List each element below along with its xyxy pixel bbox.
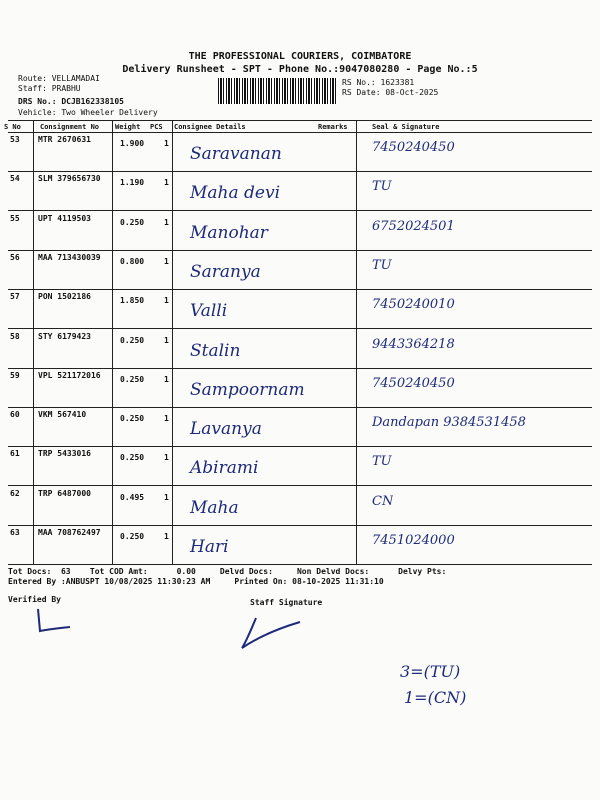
row-pcs: 1 xyxy=(164,296,169,305)
runsheet-title: THE PROFESSIONAL COURIERS, COIMBATORE xyxy=(188,51,412,62)
row-pcs: 1 xyxy=(164,257,169,266)
row-weight: 0.250 xyxy=(120,336,145,345)
row-sno: 53 xyxy=(10,135,20,144)
row-sno: 60 xyxy=(10,410,20,419)
row-weight: 0.250 xyxy=(120,414,145,423)
row-pcs: 1 xyxy=(164,493,169,502)
row-divider xyxy=(8,328,592,329)
row-pcs: 1 xyxy=(164,453,169,462)
row-seal: CN xyxy=(372,494,394,509)
row-divider xyxy=(8,289,592,290)
col-seal: Seal & Signature xyxy=(372,123,440,131)
footer-entered: Entered By :ANBUSPT 10/08/2025 11:30:23 AM Printed On: 08-10-2025 11:31:10 xyxy=(8,577,384,586)
row-sno: 63 xyxy=(10,528,20,537)
row-seal: 9443364218 xyxy=(372,337,455,352)
row-seal: 7450240450 xyxy=(372,376,455,391)
row-seal: TU xyxy=(372,454,392,469)
col-consignee: Consignee Details xyxy=(174,123,246,131)
row-seal: Dandapan 9384531458 xyxy=(372,415,526,430)
rs-date: RS Date: 08-Oct-2025 xyxy=(342,88,439,97)
row-weight: 0.250 xyxy=(120,218,145,227)
col-sno: S No xyxy=(4,123,21,131)
row-consignment: UPT 4119503 xyxy=(38,214,91,223)
row-divider xyxy=(8,446,592,447)
row-sno: 56 xyxy=(10,253,20,262)
footer-totals: Tot Docs: 63 Tot COD Amt: 0.00 Delvd Docs: Non Delvd Docs: Delvy Pts: xyxy=(8,567,447,576)
row-consignment: VKM 567410 xyxy=(38,410,87,419)
row-pcs: 1 xyxy=(164,139,169,148)
row-consignment: MAA 713430039 xyxy=(38,253,101,262)
row-divider xyxy=(8,407,592,408)
row-sno: 62 xyxy=(10,489,20,498)
row-divider xyxy=(8,564,592,565)
row-consignment: MAA 708762497 xyxy=(38,528,101,537)
verified-signature xyxy=(30,605,80,635)
vehicle-label: Vehicle: Two Wheeler Delivery xyxy=(18,108,158,117)
row-consignment: SLM 379656730 xyxy=(38,174,101,183)
row-consignment: PON 1502186 xyxy=(38,292,91,301)
col-divider xyxy=(33,120,34,565)
route-label: Route: VELLAMADAI xyxy=(18,74,100,83)
drs-number: DRS No.: DCJB162338105 xyxy=(18,97,124,106)
row-weight: 1.190 xyxy=(120,178,145,187)
row-seal: 7450240010 xyxy=(372,297,455,312)
row-consignee: Saranya xyxy=(190,262,261,282)
row-weight: 0.250 xyxy=(120,532,145,541)
rs-number: RS No.: 1623381 xyxy=(342,78,415,87)
verified-by-label: Verified By xyxy=(8,595,61,604)
row-sno: 58 xyxy=(10,332,20,341)
row-consignee: Valli xyxy=(190,301,228,321)
col-weight: Weight xyxy=(115,123,141,131)
staff-label: Staff: PRABHU xyxy=(18,84,81,93)
row-divider xyxy=(8,525,592,526)
row-consignment: MTR 2670631 xyxy=(38,135,91,144)
row-pcs: 1 xyxy=(164,218,169,227)
row-sno: 57 xyxy=(10,292,20,301)
summary-note-cn: 1=(CN) xyxy=(404,688,467,707)
row-weight: 0.495 xyxy=(120,493,145,502)
row-consignee: Maha devi xyxy=(190,183,281,203)
row-consignment: TRP 5433016 xyxy=(38,449,91,458)
row-consignee: Stalin xyxy=(190,341,241,361)
staff-signature xyxy=(236,612,306,652)
row-consignee: Abirami xyxy=(190,458,259,478)
staff-signature-label: Staff Signature xyxy=(250,598,323,607)
row-consignee: Manohar xyxy=(190,223,268,243)
runsheet-subtitle: Delivery Runsheet - SPT - Phone No.:9047080280 - Page No.:5 xyxy=(122,64,478,75)
row-consignee: Sampoornam xyxy=(190,380,305,400)
row-pcs: 1 xyxy=(164,336,169,345)
row-divider xyxy=(8,368,592,369)
row-pcs: 1 xyxy=(164,532,169,541)
row-pcs: 1 xyxy=(164,178,169,187)
row-divider xyxy=(8,210,592,211)
row-consignee: Lavanya xyxy=(190,419,262,439)
row-consignee: Hari xyxy=(190,537,229,557)
table-top-border xyxy=(8,120,592,121)
barcode-image xyxy=(218,78,338,104)
row-pcs: 1 xyxy=(164,375,169,384)
row-divider xyxy=(8,485,592,486)
row-sno: 59 xyxy=(10,371,20,380)
row-seal: 7450240450 xyxy=(372,140,455,155)
row-sno: 61 xyxy=(10,449,20,458)
row-consignment: STY 6179423 xyxy=(38,332,91,341)
row-divider xyxy=(8,250,592,251)
row-sno: 54 xyxy=(10,174,20,183)
row-seal: 6752024501 xyxy=(372,219,455,234)
table-header-border xyxy=(8,132,592,133)
col-remarks: Remarks xyxy=(318,123,348,131)
row-weight: 0.800 xyxy=(120,257,145,266)
row-seal: TU xyxy=(372,258,392,273)
row-consignment: VPL 521172016 xyxy=(38,371,101,380)
row-weight: 1.900 xyxy=(120,139,145,148)
col-divider xyxy=(172,120,173,565)
row-sno: 55 xyxy=(10,214,20,223)
row-seal: TU xyxy=(372,179,392,194)
col-divider xyxy=(356,120,357,565)
col-consignment: Consignment No xyxy=(40,123,100,131)
col-pcs: PCS xyxy=(150,123,163,131)
row-consignment: TRP 6487000 xyxy=(38,489,91,498)
row-pcs: 1 xyxy=(164,414,169,423)
row-weight: 1.850 xyxy=(120,296,145,305)
summary-note-tu: 3=(TU) xyxy=(400,662,461,681)
row-weight: 0.250 xyxy=(120,453,145,462)
row-divider xyxy=(8,171,592,172)
row-consignee: Saravanan xyxy=(190,144,282,164)
row-consignee: Maha xyxy=(190,498,239,518)
row-weight: 0.250 xyxy=(120,375,145,384)
col-divider xyxy=(112,120,113,565)
row-seal: 7451024000 xyxy=(372,533,455,548)
